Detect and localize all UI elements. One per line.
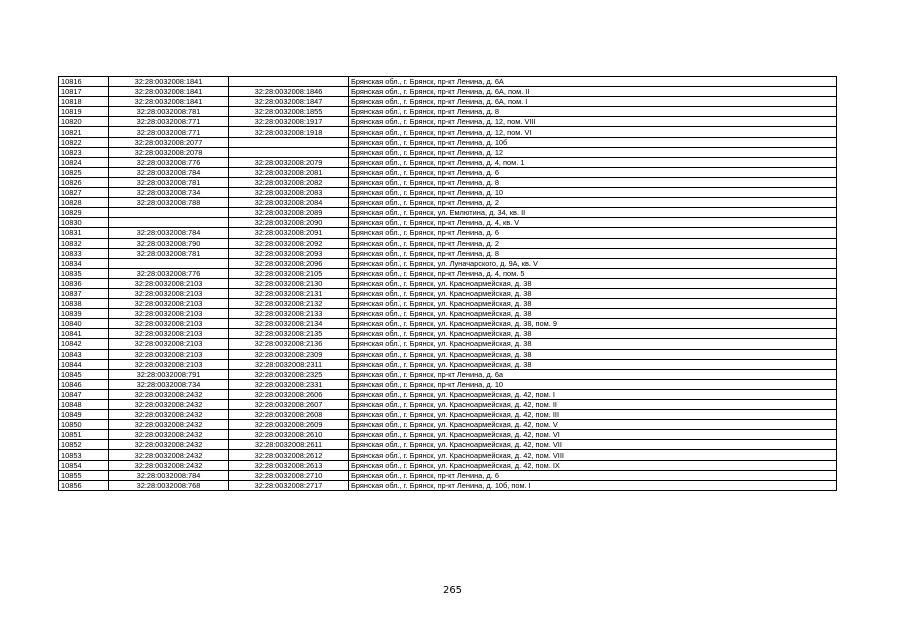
- address-cell: Брянская обл., г. Брянск, ул. Красноармейская, д. 38: [349, 329, 837, 339]
- cadastral-number-cell: 32:28:0032008:2607: [229, 400, 349, 410]
- record-number-cell: 10854: [59, 460, 109, 470]
- cadastral-number-cell: 32:28:0032008:2132: [229, 299, 349, 309]
- cadastral-number-cell: 32:28:0032008:2611: [229, 440, 349, 450]
- parent-cadastral-number-cell: 32:28:0032008:788: [109, 198, 229, 208]
- record-number-cell: 10832: [59, 238, 109, 248]
- record-number-cell: 10847: [59, 389, 109, 399]
- table-row: [59, 359, 837, 369]
- address-cell: Брянская обл., г. Брянск, пр-кт Ленина, д. 10: [349, 379, 837, 389]
- table-row: [59, 349, 837, 359]
- address-cell: Брянская обл., г. Брянск, пр-кт Ленина, д. 6: [349, 228, 837, 238]
- cadastral-number-cell: 32:28:0032008:2309: [229, 349, 349, 359]
- record-number-cell: 10823: [59, 147, 109, 157]
- parent-cadastral-number-cell: 32:28:0032008:781: [109, 177, 229, 187]
- record-number-cell: 10853: [59, 450, 109, 460]
- cadastral-number-cell: 32:28:0032008:2083: [229, 188, 349, 198]
- table-row: [59, 77, 837, 87]
- table-row: [59, 410, 837, 420]
- table-row: [59, 198, 837, 208]
- table-row: [59, 379, 837, 389]
- address-cell: Брянская обл., г. Брянск, ул. Красноармейская, д. 42, пом. III: [349, 410, 837, 420]
- address-cell: Брянская обл., г. Брянск, ул. Красноармейская, д. 42, пом. VII: [349, 440, 837, 450]
- cadastral-number-cell: 32:28:0032008:2089: [229, 208, 349, 218]
- record-number-cell: 10852: [59, 440, 109, 450]
- page-number: 265: [442, 585, 463, 596]
- cadastral-number-cell: 32:28:0032008:2610: [229, 430, 349, 440]
- cadastral-number-cell: 32:28:0032008:2717: [229, 480, 349, 490]
- cadastral-number-cell: [229, 147, 349, 157]
- address-cell: Брянская обл., г. Брянск, пр-кт Ленина, д. 8: [349, 248, 837, 258]
- address-cell: Брянская обл., г. Брянск, пр-кт Ленина, д. 12, пом. VIII: [349, 117, 837, 127]
- cadastral-number-cell: 32:28:0032008:2105: [229, 268, 349, 278]
- table-row: [59, 288, 837, 298]
- parent-cadastral-number-cell: 32:28:0032008:2432: [109, 420, 229, 430]
- record-number-cell: 10820: [59, 117, 109, 127]
- table-row: [59, 470, 837, 480]
- table-row: [59, 107, 837, 117]
- table-row: [59, 147, 837, 157]
- parent-cadastral-number-cell: 32:28:0032008:791: [109, 369, 229, 379]
- parent-cadastral-number-cell: 32:28:0032008:2432: [109, 430, 229, 440]
- cadastral-number-cell: 32:28:0032008:1847: [229, 97, 349, 107]
- record-number-cell: 10825: [59, 167, 109, 177]
- table-row: [59, 127, 837, 137]
- table-row: [59, 258, 837, 268]
- table-row: [59, 299, 837, 309]
- table-row: [59, 420, 837, 430]
- address-cell: Брянская обл., г. Брянск, ул. Красноармейская, д. 38: [349, 309, 837, 319]
- cadastral-number-cell: 32:28:0032008:2134: [229, 319, 349, 329]
- table-row: [59, 157, 837, 167]
- parent-cadastral-number-cell: 32:28:0032008:771: [109, 127, 229, 137]
- record-number-cell: 10817: [59, 87, 109, 97]
- table-row: [59, 218, 837, 228]
- address-cell: Брянская обл., г. Брянск, пр-кт Ленина, д. 12, пом. VI: [349, 127, 837, 137]
- address-cell: Брянская обл., г. Брянск, пр-кт Ленина, д. 6А, пом. II: [349, 87, 837, 97]
- cadastral-number-cell: 32:28:0032008:2092: [229, 238, 349, 248]
- record-number-cell: 10838: [59, 299, 109, 309]
- record-number-cell: 10834: [59, 258, 109, 268]
- table-row: [59, 117, 837, 127]
- table-row: [59, 238, 837, 248]
- record-number-cell: 10835: [59, 268, 109, 278]
- record-number-cell: 10850: [59, 420, 109, 430]
- record-number-cell: 10833: [59, 248, 109, 258]
- record-number-cell: 10824: [59, 157, 109, 167]
- table-row: [59, 97, 837, 107]
- cadastral-number-cell: 32:28:0032008:1855: [229, 107, 349, 117]
- record-number-cell: 10821: [59, 127, 109, 137]
- table-row: [59, 440, 837, 450]
- cadastral-number-cell: 32:28:0032008:2130: [229, 278, 349, 288]
- parent-cadastral-number-cell: 32:28:0032008:734: [109, 188, 229, 198]
- record-number-cell: 10848: [59, 400, 109, 410]
- parent-cadastral-number-cell: 32:28:0032008:2078: [109, 147, 229, 157]
- table-row: [59, 278, 837, 288]
- address-cell: Брянская обл., г. Брянск, пр-кт Ленина, д. 4, кв. V: [349, 218, 837, 228]
- address-cell: Брянская обл., г. Брянск, пр-кт Ленина, д. 10: [349, 188, 837, 198]
- table-body: [59, 77, 837, 491]
- cadastral-number-cell: 32:28:0032008:2090: [229, 218, 349, 228]
- cadastral-number-cell: 32:28:0032008:2096: [229, 258, 349, 268]
- address-cell: Брянская обл., г. Брянск, ул. Красноармейская, д. 42, пом. VIII: [349, 450, 837, 460]
- table-row: [59, 188, 837, 198]
- address-cell: Брянская обл., г. Брянск, пр-кт Ленина, д. 6А: [349, 77, 837, 87]
- parent-cadastral-number-cell: 32:28:0032008:2103: [109, 299, 229, 309]
- parent-cadastral-number-cell: 32:28:0032008:2432: [109, 410, 229, 420]
- table-row: [59, 389, 837, 399]
- parent-cadastral-number-cell: 32:28:0032008:2103: [109, 288, 229, 298]
- cadastral-number-cell: 32:28:0032008:2135: [229, 329, 349, 339]
- cadastral-number-cell: 32:28:0032008:2331: [229, 379, 349, 389]
- cadastral-number-cell: 32:28:0032008:2091: [229, 228, 349, 238]
- address-cell: Брянская обл., г. Брянск, пр-кт Ленина, д. 6: [349, 167, 837, 177]
- cadastral-table: [58, 76, 837, 491]
- address-cell: Брянская обл., г. Брянск, ул. Красноармейская, д. 42, пом. IX: [349, 460, 837, 470]
- parent-cadastral-number-cell: 32:28:0032008:781: [109, 248, 229, 258]
- address-cell: Брянская обл., г. Брянск, ул. Красноармейская, д. 38, пом. 9: [349, 319, 837, 329]
- table-row: [59, 400, 837, 410]
- parent-cadastral-number-cell: 32:28:0032008:2432: [109, 450, 229, 460]
- address-cell: Брянская обл., г. Брянск, пр-кт Ленина, д. 12: [349, 147, 837, 157]
- parent-cadastral-number-cell: 32:28:0032008:790: [109, 238, 229, 248]
- record-number-cell: 10842: [59, 339, 109, 349]
- parent-cadastral-number-cell: 32:28:0032008:1841: [109, 97, 229, 107]
- address-cell: Брянская обл., г. Брянск, ул. Красноармейская, д. 38: [349, 339, 837, 349]
- table-row: [59, 177, 837, 187]
- table-row: [59, 248, 837, 258]
- address-cell: Брянская обл., г. Брянск, ул. Красноармейская, д. 42, пом. I: [349, 389, 837, 399]
- cadastral-number-cell: 32:28:0032008:2082: [229, 177, 349, 187]
- address-cell: Брянская обл., г. Брянск, пр-кт Ленина, д. 4, пом. 5: [349, 268, 837, 278]
- record-number-cell: 10839: [59, 309, 109, 319]
- parent-cadastral-number-cell: 32:28:0032008:781: [109, 107, 229, 117]
- cadastral-number-cell: 32:28:0032008:2133: [229, 309, 349, 319]
- parent-cadastral-number-cell: 32:28:0032008:2077: [109, 137, 229, 147]
- record-number-cell: 10826: [59, 177, 109, 187]
- cadastral-number-cell: 32:28:0032008:2136: [229, 339, 349, 349]
- address-cell: Брянская обл., г. Брянск, пр-кт Ленина, д. 10б: [349, 137, 837, 147]
- cadastral-number-cell: 32:28:0032008:2613: [229, 460, 349, 470]
- record-number-cell: 10818: [59, 97, 109, 107]
- record-number-cell: 10831: [59, 228, 109, 238]
- table-row: [59, 460, 837, 470]
- record-number-cell: 10830: [59, 218, 109, 228]
- parent-cadastral-number-cell: [109, 258, 229, 268]
- address-cell: Брянская обл., г. Брянск, ул. Красноармейская, д. 38: [349, 288, 837, 298]
- cadastral-number-cell: 32:28:0032008:1846: [229, 87, 349, 97]
- record-number-cell: 10843: [59, 349, 109, 359]
- parent-cadastral-number-cell: 32:28:0032008:734: [109, 379, 229, 389]
- record-number-cell: 10846: [59, 379, 109, 389]
- record-number-cell: 10840: [59, 319, 109, 329]
- address-cell: Брянская обл., г. Брянск, пр-кт Ленина, д. 6: [349, 470, 837, 480]
- table-row: [59, 329, 837, 339]
- cadastral-number-cell: 32:28:0032008:2081: [229, 167, 349, 177]
- parent-cadastral-number-cell: 32:28:0032008:2103: [109, 329, 229, 339]
- table-row: [59, 339, 837, 349]
- record-number-cell: 10856: [59, 480, 109, 490]
- record-number-cell: 10841: [59, 329, 109, 339]
- table-row: [59, 430, 837, 440]
- parent-cadastral-number-cell: [109, 218, 229, 228]
- table-row: [59, 137, 837, 147]
- cadastral-number-cell: 32:28:0032008:2093: [229, 248, 349, 258]
- table-row: [59, 450, 837, 460]
- parent-cadastral-number-cell: 32:28:0032008:2432: [109, 389, 229, 399]
- cadastral-number-cell: 32:28:0032008:2131: [229, 288, 349, 298]
- parent-cadastral-number-cell: 32:28:0032008:2432: [109, 400, 229, 410]
- parent-cadastral-number-cell: 32:28:0032008:1841: [109, 87, 229, 97]
- cadastral-number-cell: 32:28:0032008:1917: [229, 117, 349, 127]
- cadastral-number-cell: 32:28:0032008:1918: [229, 127, 349, 137]
- record-number-cell: 10822: [59, 137, 109, 147]
- parent-cadastral-number-cell: 32:28:0032008:2103: [109, 339, 229, 349]
- cadastral-number-cell: 32:28:0032008:2609: [229, 420, 349, 430]
- record-number-cell: 10855: [59, 470, 109, 480]
- record-number-cell: 10827: [59, 188, 109, 198]
- parent-cadastral-number-cell: 32:28:0032008:2432: [109, 460, 229, 470]
- cadastral-number-cell: 32:28:0032008:2079: [229, 157, 349, 167]
- address-cell: Брянская обл., г. Брянск, пр-кт Ленина, д. 6А, пом. I: [349, 97, 837, 107]
- parent-cadastral-number-cell: 32:28:0032008:1841: [109, 77, 229, 87]
- parent-cadastral-number-cell: 32:28:0032008:771: [109, 117, 229, 127]
- record-number-cell: 10828: [59, 198, 109, 208]
- address-cell: Брянская обл., г. Брянск, ул. Красноармейская, д. 42, пом. II: [349, 400, 837, 410]
- parent-cadastral-number-cell: 32:28:0032008:784: [109, 167, 229, 177]
- cadastral-number-cell: 32:28:0032008:2612: [229, 450, 349, 460]
- record-number-cell: 10816: [59, 77, 109, 87]
- cadastral-number-cell: 32:28:0032008:2084: [229, 198, 349, 208]
- cadastral-number-cell: 32:28:0032008:2606: [229, 389, 349, 399]
- address-cell: Брянская обл., г. Брянск, ул. Красноармейская, д. 38: [349, 278, 837, 288]
- address-cell: Брянская обл., г. Брянск, ул. Луначарского, д. 9А, кв. V: [349, 258, 837, 268]
- address-cell: Брянская обл., г. Брянск, ул. Красноармейская, д. 42, пом. VI: [349, 430, 837, 440]
- table-row: [59, 87, 837, 97]
- address-cell: Брянская обл., г. Брянск, ул. Емлютина, д. 34, кв. II: [349, 208, 837, 218]
- table-row: [59, 208, 837, 218]
- address-cell: Брянская обл., г. Брянск, пр-кт Ленина, д. 2: [349, 238, 837, 248]
- address-cell: Брянская обл., г. Брянск, пр-кт Ленина, д. 4, пом. 1: [349, 157, 837, 167]
- address-cell: Брянская обл., г. Брянск, ул. Красноармейская, д. 38: [349, 349, 837, 359]
- parent-cadastral-number-cell: 32:28:0032008:2103: [109, 309, 229, 319]
- record-number-cell: 10837: [59, 288, 109, 298]
- cadastral-number-cell: 32:28:0032008:2325: [229, 369, 349, 379]
- address-cell: Брянская обл., г. Брянск, пр-кт Ленина, д. 10б, пом. I: [349, 480, 837, 490]
- table-row: [59, 480, 837, 490]
- table-row: [59, 228, 837, 238]
- parent-cadastral-number-cell: 32:28:0032008:784: [109, 470, 229, 480]
- address-cell: Брянская обл., г. Брянск, ул. Красноармейская, д. 42, пом. V: [349, 420, 837, 430]
- record-number-cell: 10819: [59, 107, 109, 117]
- address-cell: Брянская обл., г. Брянск, пр-кт Ленина, д. 8: [349, 107, 837, 117]
- record-number-cell: 10845: [59, 369, 109, 379]
- table-row: [59, 167, 837, 177]
- parent-cadastral-number-cell: 32:28:0032008:784: [109, 228, 229, 238]
- table-row: [59, 268, 837, 278]
- parent-cadastral-number-cell: 32:28:0032008:2103: [109, 278, 229, 288]
- cadastral-number-cell: 32:28:0032008:2311: [229, 359, 349, 369]
- cadastral-number-cell: [229, 77, 349, 87]
- address-cell: Брянская обл., г. Брянск, пр-кт Ленина, д. 8: [349, 177, 837, 187]
- parent-cadastral-number-cell: 32:28:0032008:2103: [109, 359, 229, 369]
- record-number-cell: 10844: [59, 359, 109, 369]
- record-number-cell: 10836: [59, 278, 109, 288]
- table-row: [59, 309, 837, 319]
- parent-cadastral-number-cell: 32:28:0032008:2103: [109, 349, 229, 359]
- address-cell: Брянская обл., г. Брянск, ул. Красноармейская, д. 38: [349, 299, 837, 309]
- parent-cadastral-number-cell: 32:28:0032008:776: [109, 157, 229, 167]
- cadastral-number-cell: [229, 137, 349, 147]
- parent-cadastral-number-cell: 32:28:0032008:2432: [109, 440, 229, 450]
- address-cell: Брянская обл., г. Брянск, ул. Красноармейская, д. 38: [349, 359, 837, 369]
- record-number-cell: 10829: [59, 208, 109, 218]
- record-number-cell: 10849: [59, 410, 109, 420]
- parent-cadastral-number-cell: [109, 208, 229, 218]
- address-cell: Брянская обл., г. Брянск, пр-кт Ленина, д. 6а: [349, 369, 837, 379]
- table-row: [59, 369, 837, 379]
- parent-cadastral-number-cell: 32:28:0032008:776: [109, 268, 229, 278]
- cadastral-number-cell: 32:28:0032008:2608: [229, 410, 349, 420]
- cadastral-number-cell: 32:28:0032008:2710: [229, 470, 349, 480]
- table-row: [59, 319, 837, 329]
- address-cell: Брянская обл., г. Брянск, пр-кт Ленина, д. 2: [349, 198, 837, 208]
- record-number-cell: 10851: [59, 430, 109, 440]
- parent-cadastral-number-cell: 32:28:0032008:768: [109, 480, 229, 490]
- parent-cadastral-number-cell: 32:28:0032008:2103: [109, 319, 229, 329]
